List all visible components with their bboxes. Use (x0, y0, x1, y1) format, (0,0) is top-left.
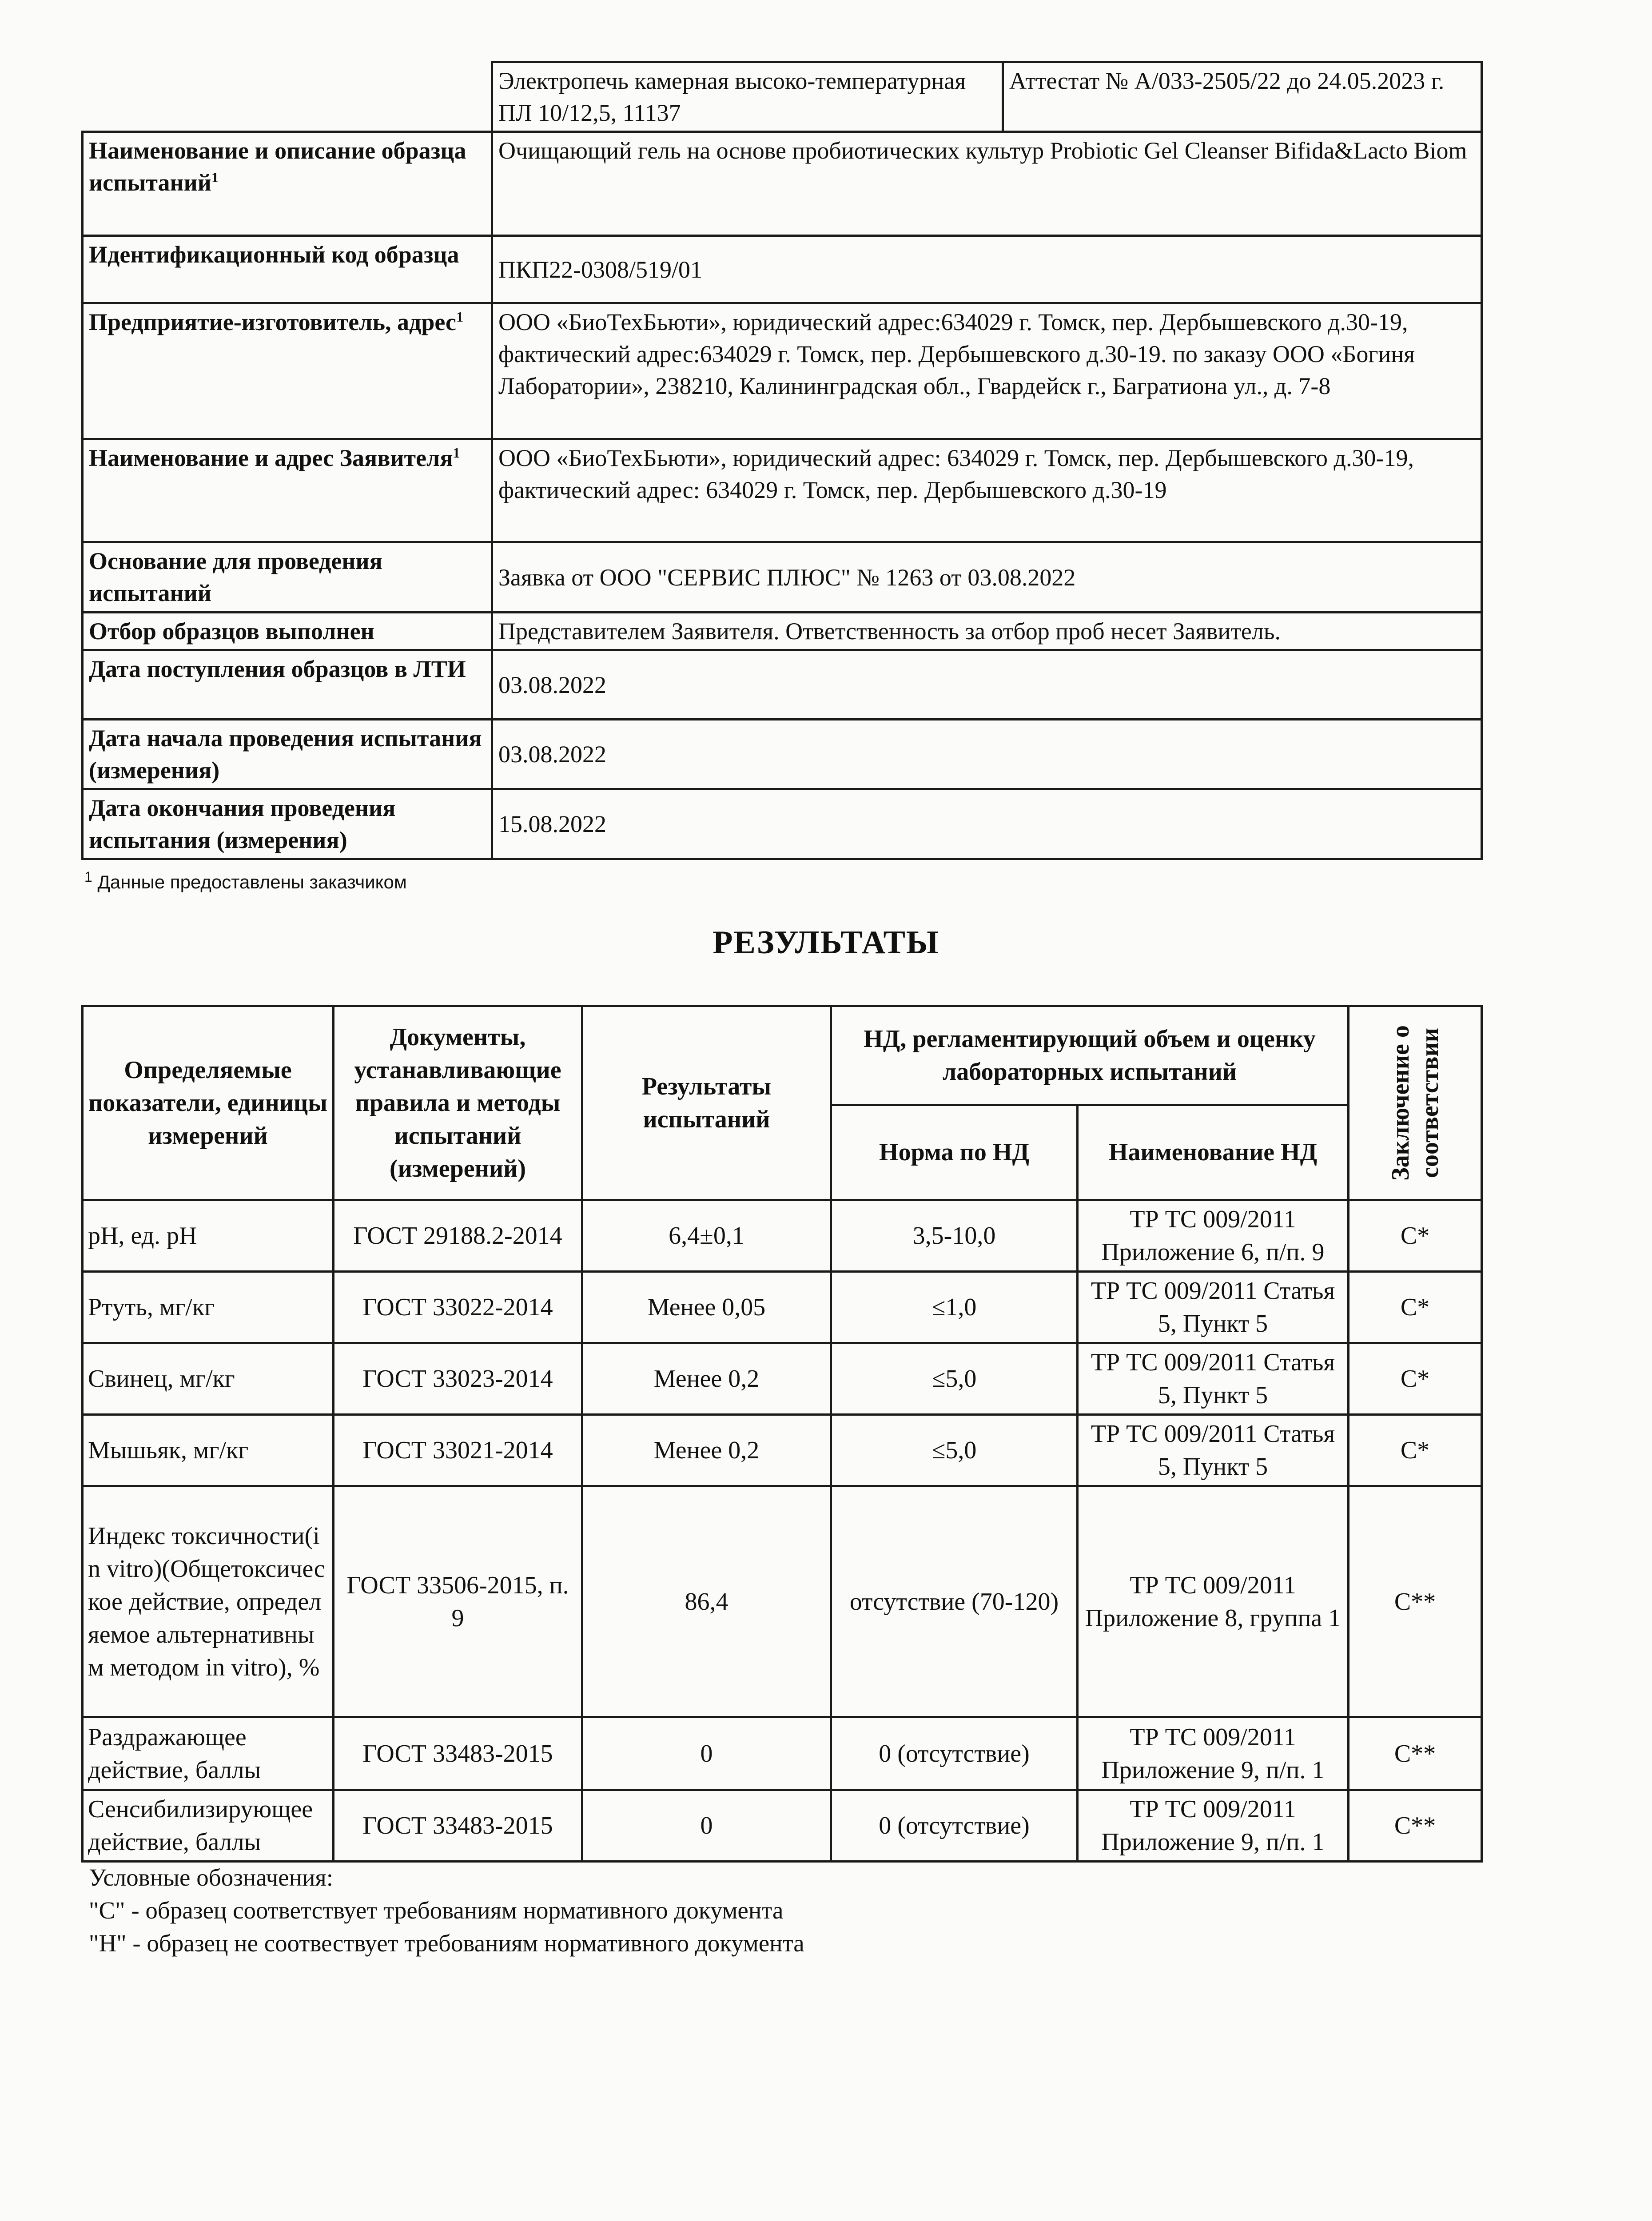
info-row (83, 439, 1482, 542)
conclusion-cell: С** (1349, 1790, 1482, 1862)
document-cell: ГОСТ 33483-2015 (334, 1790, 582, 1862)
indicator-cell: Раздражающее действие, баллы (83, 1717, 334, 1790)
document-cell: ГОСТ 33021-2014 (334, 1415, 582, 1486)
header-norm: Норма по НД (831, 1105, 1078, 1200)
results-table (81, 1005, 1483, 1863)
results-title: РЕЗУЛЬТАТЫ (713, 924, 939, 961)
info-label: Дата поступления образцов в ЛТИ (83, 650, 492, 720)
info-label: Идентификационный код образца (83, 236, 492, 303)
result-cell: Менее 0,05 (582, 1272, 831, 1343)
info-row (83, 650, 1482, 720)
footnote-text: Данные предоставлены заказчиком (97, 872, 407, 892)
header-documents: Документы, устанавливающие правила и методы испытаний (измерений) (334, 1006, 582, 1200)
header-indicator: Определяемые показатели, единицы измерений (83, 1006, 334, 1200)
norm-cell: отсутствие (70-120) (831, 1486, 1078, 1717)
indicator-cell: Ртуть, мг/кг (83, 1272, 334, 1343)
document-cell: ГОСТ 29188.2-2014 (334, 1200, 582, 1272)
info-label: Дата начала проведения испытания (измерения) (83, 720, 492, 789)
equipment-row (83, 62, 1482, 132)
nd-cell: ТР ТС 009/2011 Статья 5, Пункт 5 (1078, 1415, 1349, 1486)
info-value: ООО «БиоТехБьюти», юридический адрес:634029 г. Томск, пер. Дербышевского д.30-19, фактический адрес:634029 г. Томск, пер. Дербышевского д.30-19. по заказу ООО «Богиня Лаборатории», 238210, Калининградская обл., Гвардейск г., Багратиона ул., д. 7-8 (492, 303, 1482, 439)
conclusion-cell: С* (1349, 1200, 1482, 1272)
footnote-mark: 1 (453, 445, 460, 461)
nd-cell: ТР ТС 009/2011 Приложение 8, группа 1 (1078, 1486, 1349, 1717)
result-row (83, 1486, 1482, 1717)
result-cell: Менее 0,2 (582, 1415, 831, 1486)
footnote-mark: 1 (84, 869, 92, 885)
nd-cell: ТР ТС 009/2011 Приложение 9, п/п. 1 (1078, 1717, 1349, 1790)
equipment-empty-cell (83, 62, 492, 132)
footnote (84, 869, 407, 893)
info-value: Представителем Заявителя. Ответственность за отбор проб несет Заявитель. (492, 613, 1482, 650)
document-cell: ГОСТ 33023-2014 (334, 1343, 582, 1415)
results-header-row (83, 1006, 1482, 1105)
indicator-cell: pH, ед. pH (83, 1200, 334, 1272)
document-cell: ГОСТ 33506-2015, п. 9 (334, 1486, 582, 1717)
info-row (83, 613, 1482, 650)
result-row (83, 1415, 1482, 1486)
conclusion-cell: С* (1349, 1272, 1482, 1343)
nd-cell: ТР ТС 009/2011 Статья 5, Пункт 5 (1078, 1343, 1349, 1415)
legend (89, 1861, 804, 1960)
norm-cell: 3,5-10,0 (831, 1200, 1078, 1272)
info-label: Наименование и адрес Заявителя$^1$ (83, 439, 492, 542)
document-cell: ГОСТ 33483-2015 (334, 1717, 582, 1790)
info-row (83, 542, 1482, 613)
info-label: Дата окончания проведения испытания (измерения) (83, 789, 492, 859)
indicator-cell: Сенсибилизирующее действие, баллы (83, 1790, 334, 1862)
result-cell: 0 (582, 1717, 831, 1790)
info-row (83, 303, 1482, 439)
document-cell: ГОСТ 33022-2014 (334, 1272, 582, 1343)
header-conclusion (1349, 1006, 1482, 1200)
result-row (83, 1790, 1482, 1862)
nd-cell: ТР ТС 009/2011 Приложение 9, п/п. 1 (1078, 1790, 1349, 1862)
result-cell: Менее 0,2 (582, 1343, 831, 1415)
info-value: ООО «БиоТехБьюти», юридический адрес: 634029 г. Томск, пер. Дербышевского д.30-19, фактический адрес: 634029 г. Томск, пер. Дербышевского д.30-19 (492, 439, 1482, 542)
footnote-mark: 1 (456, 309, 463, 325)
sample-info-table (81, 61, 1483, 860)
legend-item: "С" - образец соответствует требованиям нормативного документа (89, 1897, 784, 1924)
info-label: Предприятие-изготовитель, адрес$^1$ (83, 303, 492, 439)
info-label: Отбор образцов выполнен (83, 613, 492, 650)
header-results: Результаты испытаний (582, 1006, 831, 1200)
nd-cell: ТР ТС 009/2011 Приложение 6, п/п. 9 (1078, 1200, 1349, 1272)
result-cell: 0 (582, 1790, 831, 1862)
result-cell: 86,4 (582, 1486, 831, 1717)
result-row (83, 1272, 1482, 1343)
info-value: Заявка от ООО "СЕРВИС ПЛЮС" № 1263 от 03.08.2022 (492, 542, 1482, 613)
norm-cell: ≤5,0 (831, 1415, 1078, 1486)
info-row (83, 132, 1482, 236)
conclusion-cell: С** (1349, 1486, 1482, 1717)
conclusion-cell: С** (1349, 1717, 1482, 1790)
equipment-certificate: Аттестат № А/033-2505/22 до 24.05.2023 г. (1003, 62, 1482, 132)
norm-cell: 0 (отсутствие) (831, 1790, 1078, 1862)
info-value: 15.08.2022 (492, 789, 1482, 859)
legend-title: Условные обозначения: (89, 1864, 334, 1891)
header-conclusion-text: Заключение о соответствии (1386, 1025, 1444, 1181)
indicator-cell: Мышьяк, мг/кг (83, 1415, 334, 1486)
result-row (83, 1343, 1482, 1415)
equipment-name: Электропечь камерная высоко-температурная ПЛ 10/12,5, 11137 (492, 62, 1003, 132)
result-cell: 6,4±0,1 (582, 1200, 831, 1272)
result-row (83, 1717, 1482, 1790)
norm-cell: ≤1,0 (831, 1272, 1078, 1343)
info-value: ПКП22-0308/519/01 (492, 236, 1482, 303)
info-value: 03.08.2022 (492, 650, 1482, 720)
info-row (83, 789, 1482, 859)
info-row (83, 720, 1482, 789)
conclusion-cell: С* (1349, 1343, 1482, 1415)
footnote-mark: 1 (211, 169, 219, 185)
indicator-cell: Индекс токсичности(in vitro)(Общетоксическое действие, определяемое альтернативным методом in vitro), % (83, 1486, 334, 1717)
info-value: 03.08.2022 (492, 720, 1482, 789)
header-nd-name: Наименование НД (1078, 1105, 1349, 1200)
norm-cell: 0 (отсутствие) (831, 1717, 1078, 1790)
info-label: Основание для проведения испытаний (83, 542, 492, 613)
info-row (83, 236, 1482, 303)
header-nd-group: НД, регламентирующий объем и оценку лабораторных испытаний (831, 1006, 1349, 1105)
nd-cell: ТР ТС 009/2011 Статья 5, Пункт 5 (1078, 1272, 1349, 1343)
result-row (83, 1200, 1482, 1272)
info-value: Очищающий гель на основе пробиотических культур Probiotic Gel Cleanser Bifida&Lacto Biom (492, 132, 1482, 236)
info-label: Наименование и описание образца испытаний$^1$ (83, 132, 492, 236)
conclusion-cell: С* (1349, 1415, 1482, 1486)
norm-cell: ≤5,0 (831, 1343, 1078, 1415)
legend-item: "Н" - образец не соотвествует требованиям нормативного документа (89, 1930, 804, 1957)
indicator-cell: Свинец, мг/кг (83, 1343, 334, 1415)
